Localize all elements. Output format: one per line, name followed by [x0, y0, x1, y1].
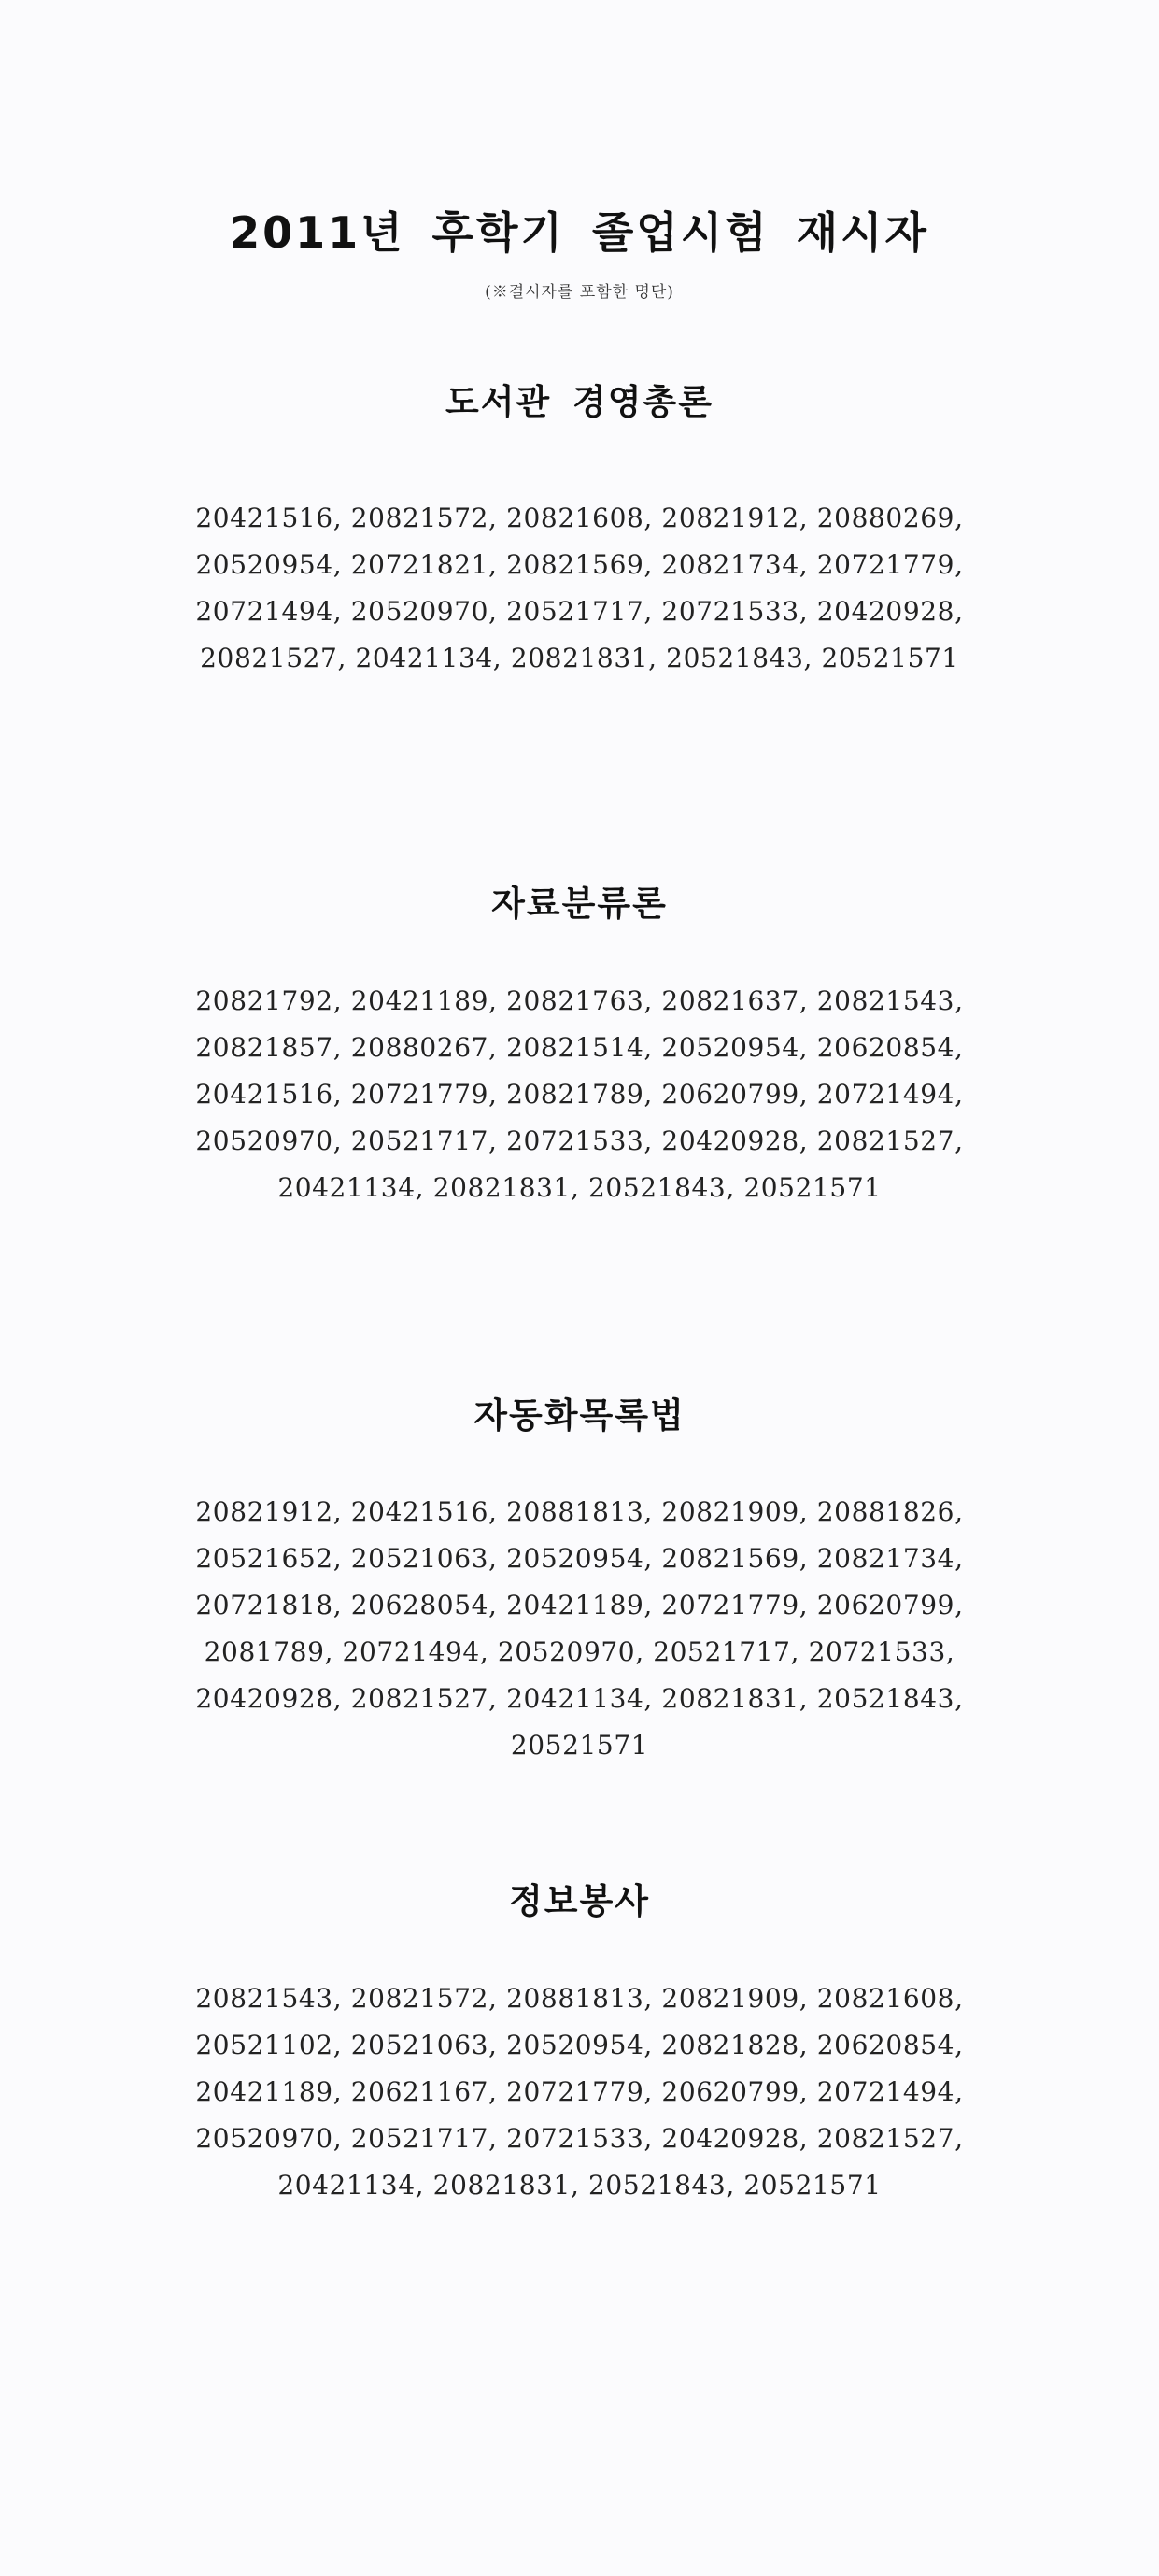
student-id: 20520954, — [195, 549, 343, 580]
student-id: 20821527, — [200, 643, 346, 673]
student-id: 20620799, — [816, 1590, 964, 1621]
student-id: 20721494, — [816, 2076, 964, 2107]
student-id: 20821608, — [506, 502, 653, 533]
student-id: 20821734, — [816, 1543, 964, 1574]
student-id: 20421189, — [350, 985, 498, 1016]
student-id: 20421189, — [195, 2076, 343, 2107]
student-id: 20521717, — [350, 1125, 498, 1156]
student-id: 20521102, — [195, 2030, 343, 2060]
student-id: 20521843, — [816, 1683, 964, 1714]
student-id: 20821527, — [816, 1125, 964, 1156]
student-id: 20821857, — [195, 1032, 343, 1063]
student-id: 20821543, — [816, 985, 964, 1016]
student-id: 20821543, — [195, 1983, 343, 2014]
student-id: 20821734, — [661, 549, 809, 580]
student-id: 20521717, — [653, 1636, 800, 1667]
student-id: 20620854, — [816, 1032, 964, 1063]
student-id: 20721533, — [808, 1636, 955, 1667]
student-id: 20721779, — [816, 549, 964, 580]
student-id: 20821514, — [506, 1032, 653, 1063]
student-id: 20520970, — [497, 1636, 644, 1667]
student-id: 20821572, — [350, 1983, 498, 2014]
section-title-classification: 자료분류론 — [491, 884, 668, 924]
section-ids-automated-cataloging — [177, 1489, 982, 1769]
student-id: 20721494, — [195, 596, 343, 627]
student-id: 20821527, — [816, 2123, 964, 2154]
student-id: 20721533, — [506, 1125, 653, 1156]
student-id: 20821569, — [661, 1543, 809, 1574]
student-id: 20821763, — [506, 985, 653, 1016]
student-id: 20620854, — [816, 2030, 964, 2060]
student-id: 20520954, — [661, 1032, 809, 1063]
student-id: 20881813, — [506, 1983, 653, 2014]
student-id: 20821831, — [432, 2170, 580, 2201]
student-id: 20521571 — [743, 2170, 882, 2201]
student-id: 20821831, — [432, 1172, 580, 1203]
page-title: 2011년 후학기 졸업시험 재시자 — [230, 207, 929, 258]
student-id: 20520970, — [195, 2123, 343, 2154]
student-id: 20821637, — [661, 985, 809, 1016]
section-ids-classification — [177, 978, 982, 1211]
student-id: 20721779, — [350, 1079, 498, 1110]
student-id: 20821792, — [195, 985, 343, 1016]
page-subtitle: (※결시자를 포함한 명단) — [485, 283, 674, 302]
section-title-information-service: 정보봉사 — [509, 1881, 650, 1921]
student-id: 20821831, — [510, 643, 657, 673]
student-id: 20521843, — [588, 1172, 735, 1203]
student-id: 20521571 — [510, 1730, 649, 1761]
student-id: 20880269, — [816, 502, 964, 533]
student-id: 20521571 — [821, 643, 959, 673]
student-id: 20721779, — [506, 2076, 653, 2107]
student-id: 20881813, — [506, 1496, 653, 1527]
student-id: 20821789, — [506, 1079, 653, 1110]
student-id: 20420928, — [661, 2123, 809, 2154]
student-id: 20821912, — [195, 1496, 343, 1527]
student-id: 20420928, — [816, 596, 964, 627]
student-id: 20628054, — [350, 1590, 498, 1621]
student-id: 20721494, — [816, 1079, 964, 1110]
student-id: 20520954, — [506, 1543, 653, 1574]
student-id: 20421134, — [355, 643, 502, 673]
student-id: 20521652, — [195, 1543, 343, 1574]
student-id: 20421516, — [195, 1079, 343, 1110]
student-id: 20521571 — [743, 1172, 882, 1203]
student-id: 20721821, — [350, 549, 498, 580]
student-id: 20421516, — [350, 1496, 498, 1527]
student-id: 20521717, — [350, 2123, 498, 2154]
student-id: 20721818, — [195, 1590, 343, 1621]
student-id: 20521063, — [350, 1543, 498, 1574]
student-id: 20821608, — [816, 1983, 964, 2014]
student-id: 20620799, — [661, 2076, 809, 2107]
student-id: 20520970, — [195, 1125, 343, 1156]
student-id: 20821527, — [350, 1683, 498, 1714]
section-title-library-management: 도서관 경영총론 — [445, 382, 714, 422]
section-ids-library-management — [177, 495, 982, 682]
student-id: 20420928, — [661, 1125, 809, 1156]
student-id: 20880267, — [350, 1032, 498, 1063]
student-id: 20821569, — [506, 549, 653, 580]
student-id: 20521063, — [350, 2030, 498, 2060]
student-id: 20620799, — [661, 1079, 809, 1110]
student-id: 20520970, — [350, 596, 498, 627]
student-id: 20821912, — [661, 502, 809, 533]
student-id: 2081789, — [204, 1636, 334, 1667]
section-title-automated-cataloging: 자동화목록법 — [473, 1395, 686, 1436]
student-id: 20520954, — [506, 2030, 653, 2060]
student-id: 20421189, — [506, 1590, 653, 1621]
student-id: 20821909, — [661, 1983, 809, 2014]
student-id: 20721533, — [661, 596, 809, 627]
student-id: 20421134, — [277, 1172, 425, 1203]
student-id: 20521843, — [588, 2170, 735, 2201]
student-id: 20821909, — [661, 1496, 809, 1527]
student-id: 20521717, — [506, 596, 653, 627]
student-id: 20421134, — [277, 2170, 425, 2201]
student-id: 20421516, — [195, 502, 343, 533]
student-id: 20721533, — [506, 2123, 653, 2154]
student-id: 20421134, — [506, 1683, 653, 1714]
student-id: 20420928, — [195, 1683, 343, 1714]
student-id: 20721779, — [661, 1590, 809, 1621]
student-id: 20881826, — [816, 1496, 964, 1527]
student-id: 20821828, — [661, 2030, 809, 2060]
student-id: 20621167, — [350, 2076, 498, 2107]
section-ids-information-service — [177, 1975, 982, 2209]
student-id: 20721494, — [342, 1636, 489, 1667]
student-id: 20521843, — [666, 643, 813, 673]
student-id: 20821831, — [661, 1683, 809, 1714]
student-id: 20821572, — [350, 502, 498, 533]
